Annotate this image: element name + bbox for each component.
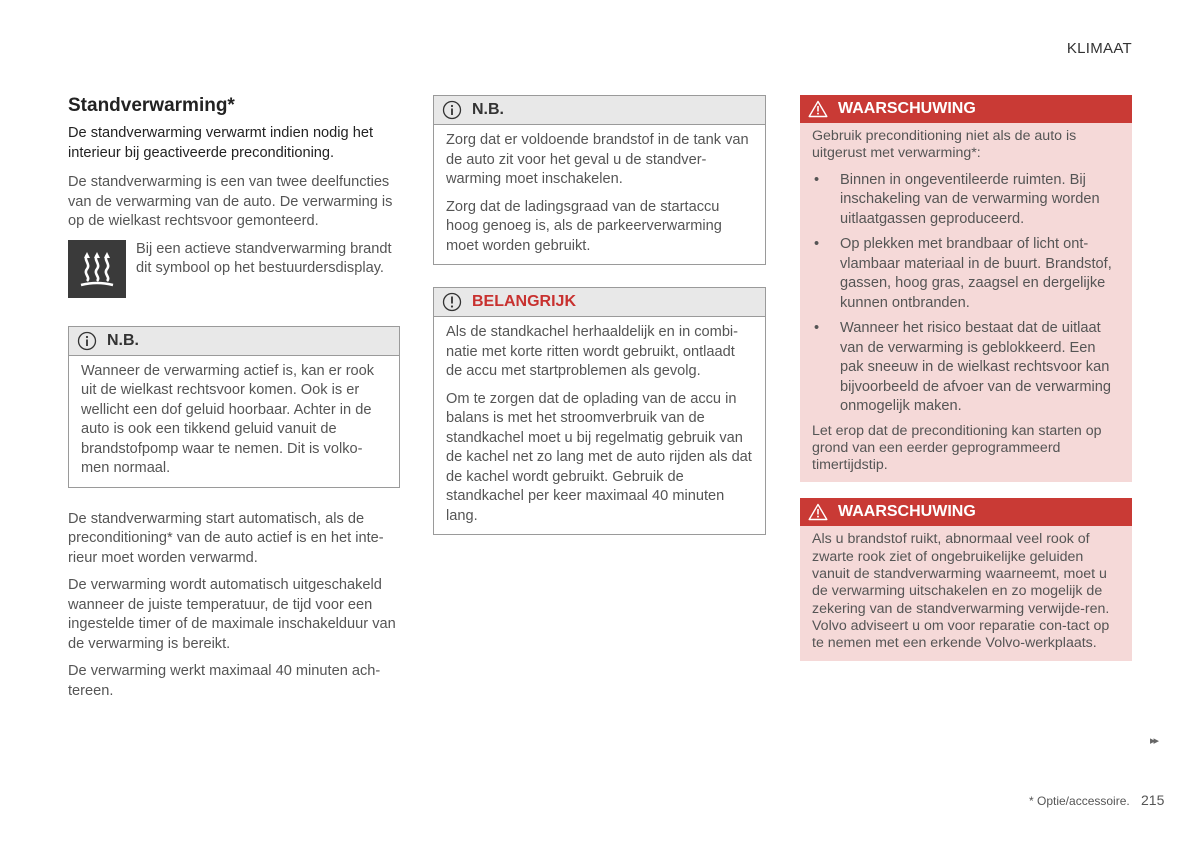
column-right — [800, 95, 1132, 677]
column-middle — [433, 95, 766, 557]
info-icon — [77, 331, 97, 351]
important-label: BELANGRIJK — [472, 293, 577, 310]
paragraph-max-duur: De verwarming werkt maximaal 40 minuten ach-tereen. — [68, 663, 381, 699]
column-left — [68, 95, 400, 709]
note-header — [434, 96, 765, 125]
footnote: * Optie/accessoire. — [1029, 794, 1130, 808]
bullet: • — [814, 320, 820, 337]
next-page-arrows-icon[interactable]: ▸▸ — [1150, 735, 1158, 747]
intro-paragraph: De standverwarming verwarmt indien nodig het interieur bij geactiveerde preconditioning. — [68, 125, 373, 161]
symbol-row — [68, 240, 400, 298]
warning-header — [800, 498, 1132, 526]
important-box — [433, 287, 766, 535]
list-item: • Wanneer het risico bestaat dat de uitlaat van de verwarming is geblokkeerd. Een pak sneeuw in de wielkast rechtsvoor kan bijvoorbeeld de afvoer van de verwarming onmogelijk maken. — [814, 320, 1111, 415]
warning-label: WAARSCHUWING — [838, 503, 976, 521]
page-title: Standverwarming* — [68, 95, 235, 116]
important-text-1: Als de standkachel herhaaldelijk en in combi-natie met korte ritten wordt gebruikt, ontlaadt de accu met startproblemen als gevolg. — [446, 324, 739, 379]
heated-windscreen-icon — [68, 240, 126, 298]
warning-outro: Let erop dat de preconditioning kan starten op grond van een eerder geprogrammeerd timertijdstip. — [812, 422, 1102, 474]
warning-triangle-icon — [808, 100, 828, 118]
bullet: • — [814, 171, 820, 188]
warning-list — [812, 171, 1120, 417]
note-header — [69, 327, 399, 356]
note-text: Wanneer de verwarming actief is, kan er rook uit de wielkast rechtsvoor komen. Ook is er wellicht een dof geluid hoorbaar. Achter in de auto is ook een tikkend geluid vanuit de brandstofpomp waar te nemen. Dit is volko-men normaal. — [81, 362, 375, 476]
warning-intro: Gebruik preconditioning niet als de auto is uitgerust met verwarming*: — [812, 128, 1077, 162]
section-header: KLIMAAT — [1066, 40, 1132, 57]
paragraph-uitschakeling: De verwarming wordt automatisch uitgeschakeld wanneer de juiste temperatuur, de tijd voor een ingestelde timer of de maximale inschakelduur van de verwarming is bereikt. — [68, 577, 396, 652]
paragraph-deelfuncties: De standverwarming is een van twee deelfuncties van de verwarming van de auto. De verwarming is op de wielkast rechtsvoor gemonteerd. — [68, 174, 393, 229]
info-icon — [442, 100, 462, 120]
bullet: • — [814, 236, 820, 253]
important-text-2: Om te zorgen dat de oplading van de accu in balans is met het stroomverbruik van de standkachel moet u bij regelmatig gebruik van de kachel net zo lang met de auto rijden als dat de kachel wordt gebruikt. Gebruik de standkachel per keer maximaal 40 minuten lang. — [446, 390, 752, 524]
exclamation-icon — [442, 292, 462, 312]
note-label: N.B. — [107, 331, 139, 349]
important-header — [434, 288, 765, 317]
page-number: 215 — [1141, 792, 1165, 808]
list-item: • Binnen in ongeventileerde ruimten. Bij inschakeling van de verwarming worden uitlaatgassen geproduceerd. — [814, 171, 1100, 227]
warning-header — [800, 95, 1132, 123]
note-box-smoke — [68, 326, 400, 488]
note-text-fuel: Zorg dat er voldoende brandstof in de tank van de auto zit voor het geval u de standver-warming moet inschakelen. — [446, 132, 749, 187]
list-item: • Op plekken met brandbaar of licht ont-vlambaar materiaal in de buurt. Brandstof, gassen, hoog gras, zaagsel en dergelijke kunnen ontbranden. — [814, 236, 1112, 311]
note-box-fuel — [433, 95, 766, 265]
warning-box-preconditioning — [800, 95, 1132, 482]
paragraph-start: De standverwarming start automatisch, als de preconditioning* van de auto actief is en het inte-rieur moet worden verwarmd. — [68, 510, 384, 566]
warning-text: Als u brandstof ruikt, abnormaal veel rook of zwarte rook ziet of ongebruikelijke geluiden vanuit de standverwarming waarneemt, moet u de verwarming uitschakelen en zo mogelijk de zekering van de standverwarming verwijde-ren. Volvo adviseert u om voor reparatie con-tact op te nemen met een erkende Volvo-werkplaats. — [812, 531, 1110, 652]
warning-label: WAARSCHUWING — [838, 100, 976, 117]
note-text-battery: Zorg dat de ladingsgraad van de startaccu hoog genoeg is, als de parkeerverwarming moet worden gebruikt. — [446, 198, 722, 254]
symbol-description: Bij een actieve standverwarming brandt dit symbool op het bestuurdersdisplay. — [136, 240, 392, 276]
note-label: N.B. — [472, 101, 504, 118]
warning-box-fuel-smell — [800, 498, 1132, 660]
warning-triangle-icon — [808, 503, 828, 521]
